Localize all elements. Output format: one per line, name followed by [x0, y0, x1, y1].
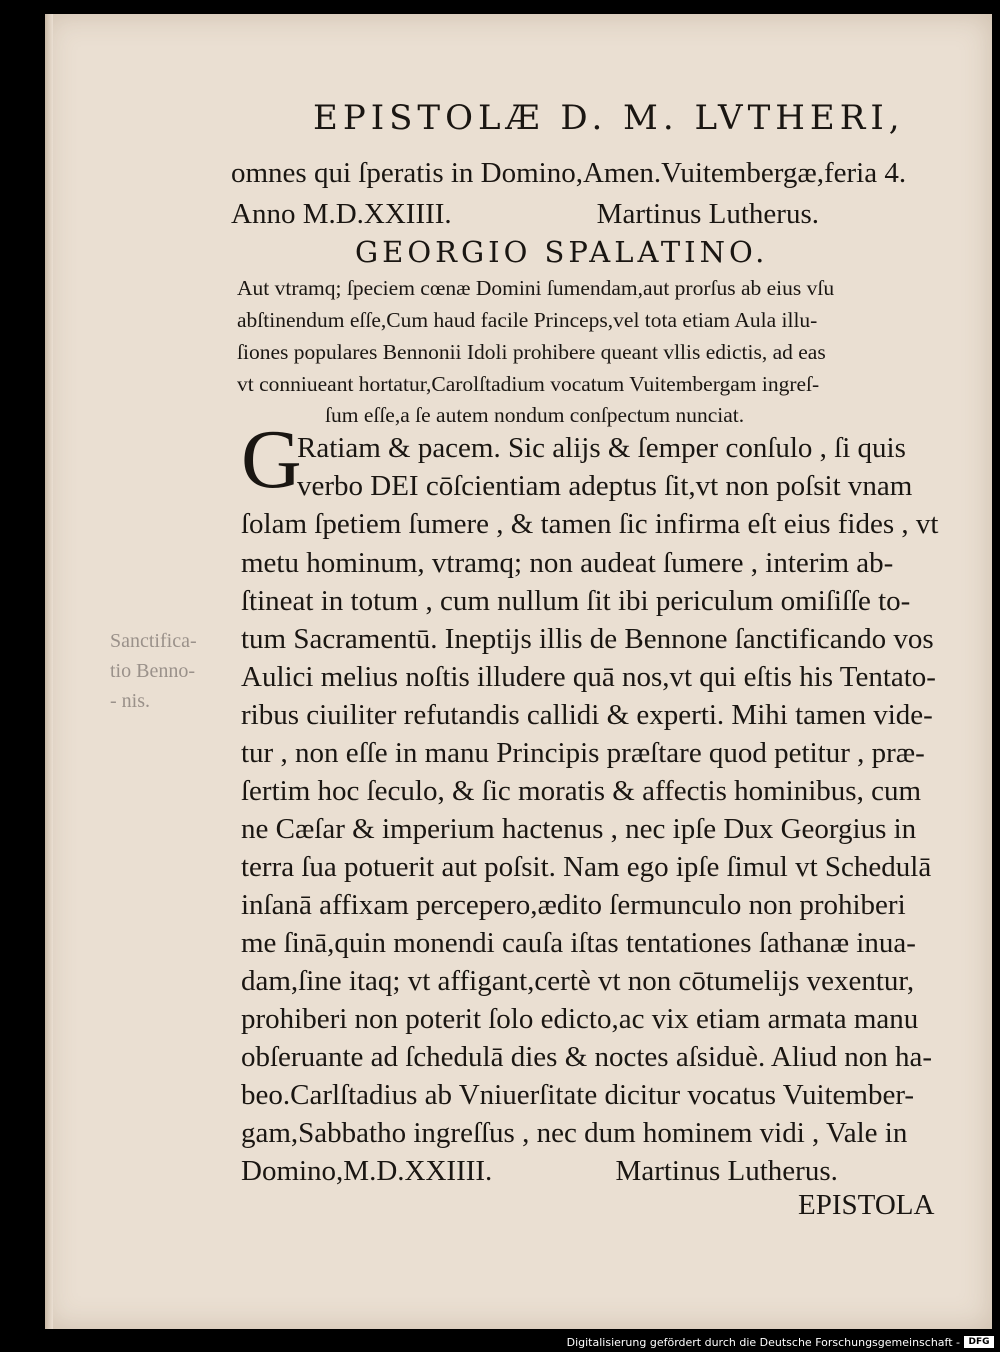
intro-line: omnes qui ſperatis in Domino,Amen.Vuitembergæ,feria 4.: [231, 157, 907, 189]
body-line: inſanā affixam percepero,ædito ſermunculo non prohiberi: [241, 889, 906, 921]
letter-title: GEORGIO SPALATINO.: [355, 235, 769, 269]
summary-line: ſiones populares Bennonii Idoli prohibere queant vllis edictis, ad eas: [237, 340, 826, 364]
summary-line: abſtinendum eſſe,Cum haud facile Princeps,vel tota etiam Aula illu-: [237, 308, 818, 332]
body-line: Ratiam & pacem. Sic alijs & ſemper conſulo , ſi quis: [297, 432, 906, 464]
body-line: ne Cæſar & imperium hactenus , nec ipſe Dux Georgius in: [241, 813, 917, 845]
margin-note-line: tio Benno-: [110, 660, 195, 682]
summary-line: Aut vtramq; ſpeciem cœnæ Domini ſumendam,aut prorſus ab eius vſu: [237, 276, 835, 300]
summary-line: vt conniueant hortatur,Carolſtadium vocatum Vuitembergam ingreſ-: [237, 372, 820, 396]
body-line: dam,ſine itaq; vt affigant,certè vt non cōtumelijs vexentur,: [241, 965, 915, 997]
body-line: gam,Sabbatho ingreſſus , nec dum hominem vidi , Vale in: [241, 1117, 908, 1149]
body-line: verbo DEI cōſcientiam adeptus ſit,vt non poſsit vnam: [297, 470, 913, 502]
catchword: EPISTOLA: [798, 1189, 935, 1221]
body-line: me ſinā,quin monendi cauſa iſtas tentationes ſathanæ inua-: [241, 927, 916, 959]
body-line: tur , non eſſe in manu Principis præſtare quod petitur , præ-: [241, 737, 925, 769]
body-line: ſertim hoc ſeculo, & ſic moratis & affectis hominibus, cum: [241, 775, 922, 807]
margin-note-line: - nis.: [110, 690, 150, 712]
drop-capital: G: [241, 413, 302, 506]
body-line: prohiberi non poterit ſolo edicto,ac vix etiam armata manu: [241, 1003, 919, 1035]
body-line: ribus ciuiliter refutandis callidi & experti. Mihi tamen vide-: [241, 699, 933, 731]
body-line: beo.Carlſtadius ab Vniuerſitate dicitur vocatus Vuitember-: [241, 1079, 915, 1111]
intro-line: Anno M.D.XXIIII. Martinus Lutherus.: [231, 198, 819, 230]
body-line: ſtineat in totum , cum nullum ſit ibi periculum omiſiſſe to-: [241, 585, 911, 617]
book-page: [45, 14, 992, 1329]
page-binding-edge: [45, 14, 53, 1329]
body-line: obſeruante ad ſchedulā dies & noctes aſsiduè. Aliud non ha-: [241, 1041, 932, 1073]
body-line: Aulici melius noſtis illudere quā nos,vt qui eſtis his Tentato-: [241, 661, 936, 693]
body-line: Domino,M.D.XXIIII. Martinus Lutherus.: [241, 1155, 838, 1187]
running-header: EPISTOLÆ D. M. LVTHERI,: [313, 98, 905, 138]
summary-line: ſum eſſe,a ſe autem nondum conſpectum nunciat.: [325, 403, 745, 427]
footer-credit: Digitalisierung gefördert durch die Deutsche Forschungsgemeinschaft -: [566, 1336, 960, 1349]
body-line: ſolam ſpetiem ſumere , & tamen ſic infirma eſt eius fides , vt: [241, 508, 939, 540]
body-line: tum Sacramentū. Ineptijs illis de Bennone ſanctificando vos: [241, 623, 934, 655]
dfg-logo-icon: DFG: [964, 1336, 994, 1348]
body-line: metu hominum, vtramq; non audeat ſumere , interim ab-: [241, 547, 894, 579]
footer-bar: [0, 1333, 1000, 1352]
body-line: terra ſua potuerit aut poſsit. Nam ego ipſe ſimul vt Schedulā: [241, 851, 932, 883]
margin-note-line: Sanctifica-: [110, 630, 197, 652]
